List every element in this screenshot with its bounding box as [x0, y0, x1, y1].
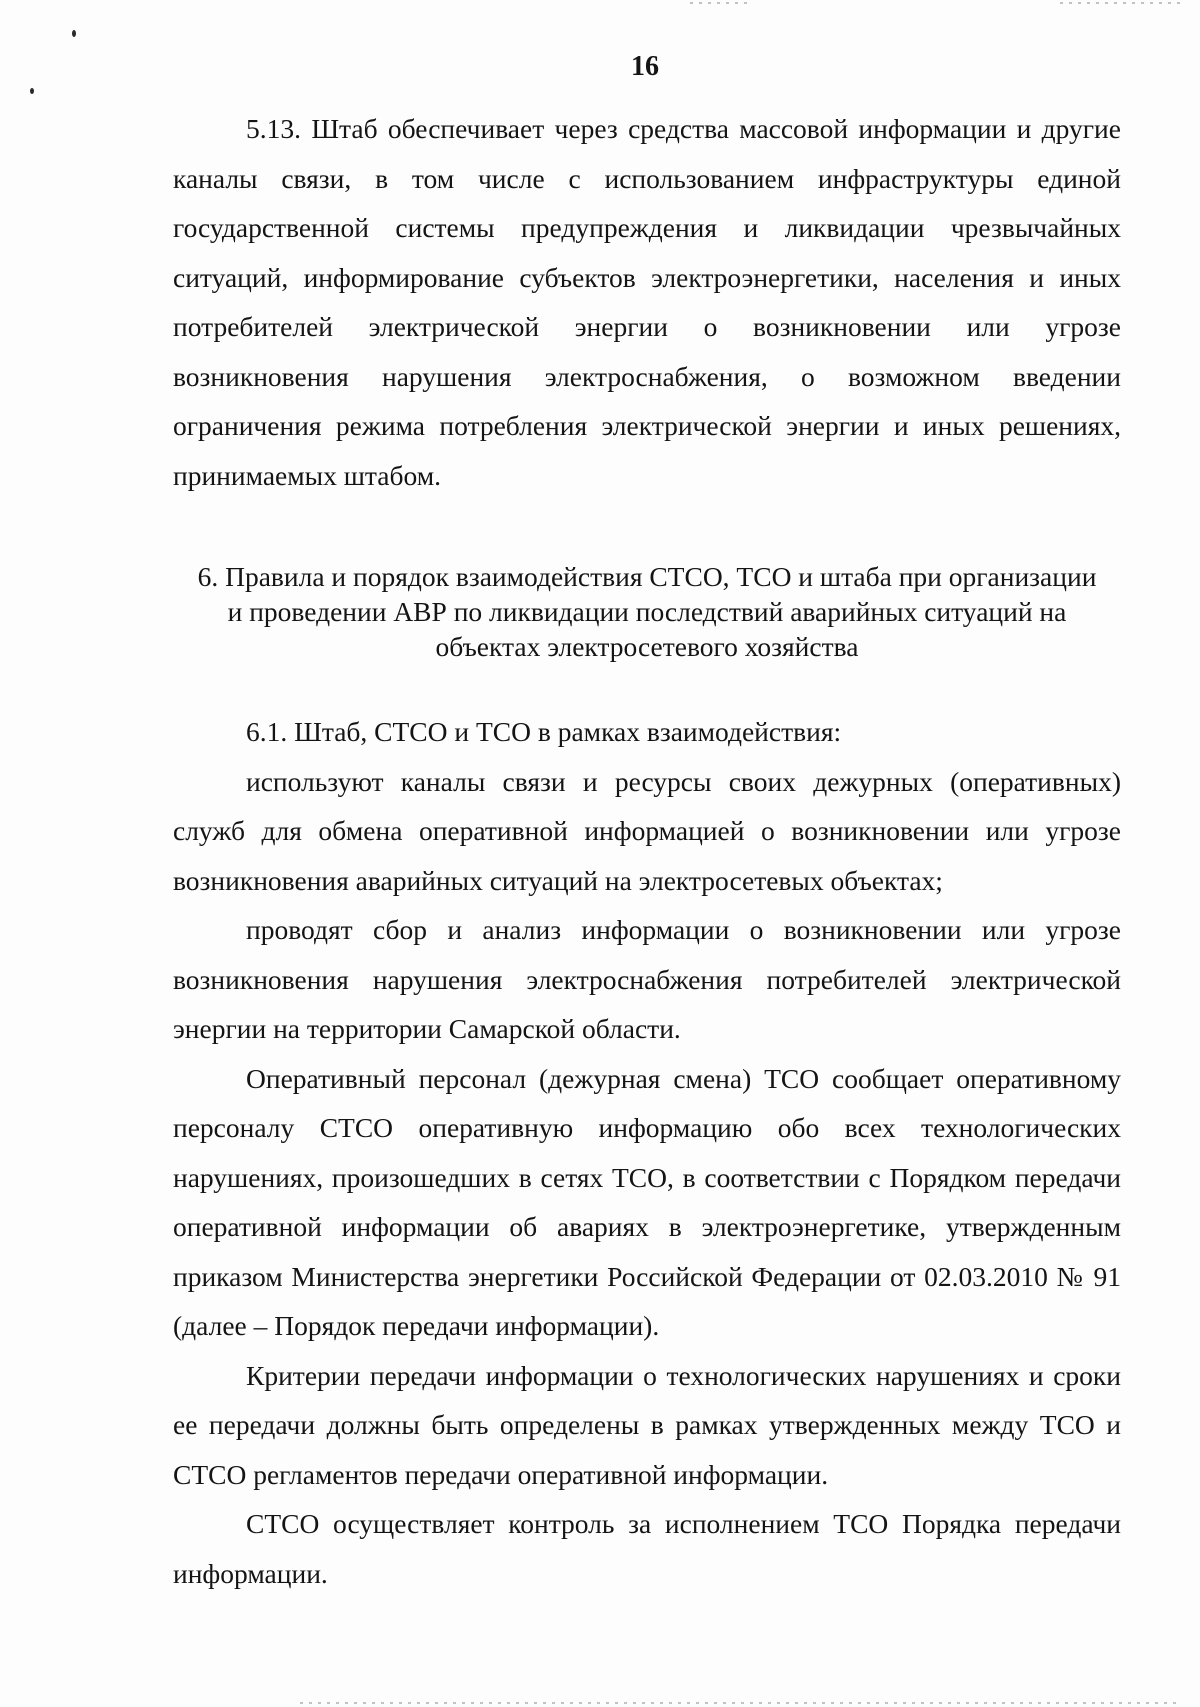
document-body: [173, 104, 1121, 1598]
section-heading-line: и проведении АВР по ликвидации последствий аварийных ситуаций на: [227, 596, 1067, 627]
paragraph-6-1: 6.1. Штаб, СТСО и ТСО в рамках взаимодействия:: [246, 716, 842, 747]
scan-speck: [72, 30, 76, 37]
paragraph-criteria: Критерии передачи информации о технологических нарушениях и сроки ее передачи должны быть определены в рамках утвержденных между ТСО и СТСО регламентов передачи оперативной информации.: [173, 1359, 1121, 1490]
paragraph-operational-staff: Оперативный персонал (дежурная смена) ТСО сообщает оперативному персоналу СТСО оперативную информацию обо всех технологических нарушениях, произошедших в сетях ТСО, в соответствии с Порядком передачи оперативной информации об авариях в электроэнергетике, утвержденным приказом Министерства энергетики Российской Федерации от 02.03.2010 № 91 (далее – Порядок передачи информации).: [173, 1062, 1121, 1341]
paragraph-control: СТСО осуществляет контроль за исполнением ТСО Порядка передачи информации.: [173, 1508, 1121, 1589]
scan-speck: [30, 88, 34, 94]
page-number: 16: [631, 51, 659, 82]
section-heading: [173, 559, 1121, 664]
paragraph-5-13: 5.13. Штаб обеспечивает через средства массовой информации и другие каналы связи, в том числе с использованием инфраструктуры единой государственной системы предупреждения и ликвидации чрезвычайных ситуаций, информирование субъектов электроэнергетики, населения и иных потребителей электрической энергии о возникновении или угрозе возникновения нарушения электроснабжения, о возможном введении ограничения режима потребления электрической энергии и иных решениях, принимаемых штабом.: [173, 113, 1121, 491]
scan-edge-noise: [300, 1702, 1180, 1704]
scan-edge-noise: [690, 2, 750, 4]
paragraph-data-collection: проводят сбор и анализ информации о возникновении или угрозе возникновения нарушения электроснабжения потребителей электрической энергии на территории Самарской области.: [173, 914, 1121, 1044]
section-heading-line: 6. Правила и порядок взаимодействия СТСО, ТСО и штаба при организации: [197, 561, 1097, 592]
paragraph-communication-channels: используют каналы связи и ресурсы своих дежурных (оперативных) служб для обмена оперативной информацией о возникновении или угрозе возникновения аварийных ситуаций на электросетевых объектах;: [173, 765, 1121, 896]
scan-edge-noise: [1060, 2, 1180, 4]
section-heading-line: объектах электросетевого хозяйства: [435, 631, 859, 662]
